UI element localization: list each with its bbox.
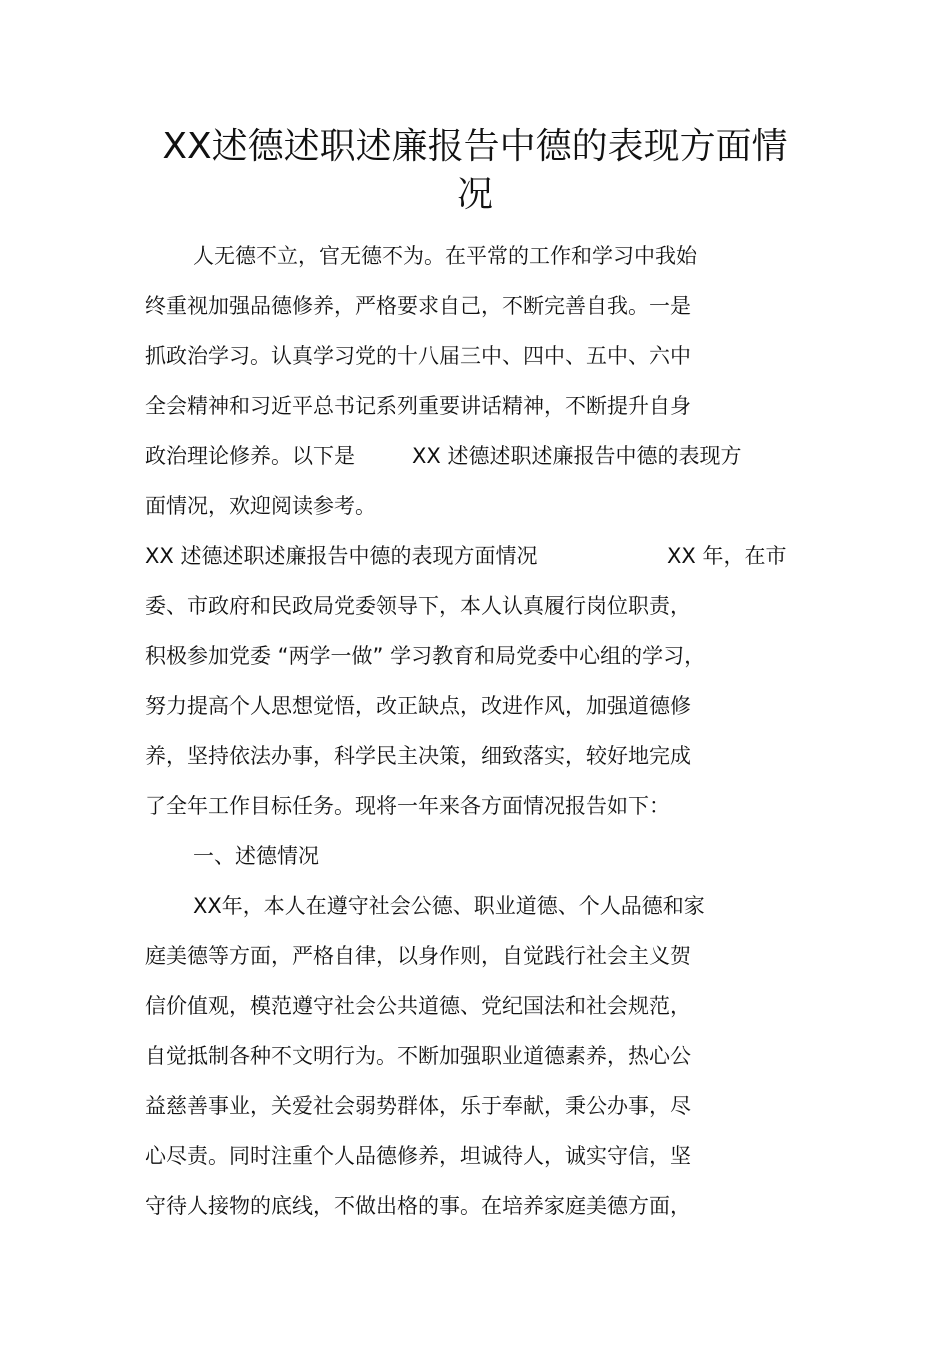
paragraph-line: 人无德不立，官无德不为。在平常的工作和学习中我始 [193,244,697,268]
document-title-line-1: XX述德述职述廉报告中德的表现方面情 [162,126,788,167]
paragraph-line: 心尽责。同时注重个人品德修养，坦诚待人，诚实守信，坚 [145,1144,691,1168]
report-heading-right: XX 年，在市 [667,544,787,568]
paragraph-line: 抓政治学习。认真学习党的十八届三中、四中、五中、六中 [145,344,691,368]
paragraph-line: 庭美德等方面，严格自律，以身作则，自觉践行社会主义贺 [145,944,691,968]
paragraph-line: 委、市政府和民政局党委领导下，本人认真履行岗位职责， [145,594,691,618]
paragraph-line [145,444,355,468]
document-title-line-2: 况 [456,174,493,215]
paragraph-line: 自觉抵制各种不文明行为。不断加强职业道德素养，热心公 [145,1044,691,1068]
report-heading-left: XX 述德述职述廉报告中德的表现方面情况 [145,544,538,568]
paragraph-line: 信价值观，模范遵守社会公共道德、党纪国法和社会规范， [145,994,691,1018]
paragraph-line: 面情况，欢迎阅读参考。 [145,494,376,518]
paragraph-line: 了全年工作目标任务。现将一年来各方面情况报告如下： [145,794,670,818]
paragraph-line: 努力提高个人思想觉悟，改正缺点，改进作风，加强道德修 [145,694,691,718]
paragraph-line-left: 政治理论修养。以下是 [145,444,355,468]
paragraph-line: 全会精神和习近平总书记系列重要讲话精神，不断提升自身 [145,394,691,418]
paragraph-line: 终重视加强品德修养，严格要求自己，不断完善自我。一是 [145,294,691,318]
paragraph-line: 守待人接物的底线，不做出格的事。在培养家庭美德方面， [145,1194,691,1218]
section-heading: 一、述德情况 [193,844,319,868]
paragraph-line-right: XX 述德述职述廉报告中德的表现方 [412,444,742,468]
paragraph-line: 益慈善事业，关爱社会弱势群体，乐于奉献，秉公办事，尽 [145,1094,691,1118]
paragraph-line: XX年，本人在遵守社会公德、职业道德、个人品德和家 [193,894,705,918]
paragraph-line: 积极参加党委 “两学一做” 学习教育和局党委中心组的学习， [145,644,706,668]
paragraph-line: 养，坚持依法办事，科学民主决策，细致落实，较好地完成 [145,744,691,768]
